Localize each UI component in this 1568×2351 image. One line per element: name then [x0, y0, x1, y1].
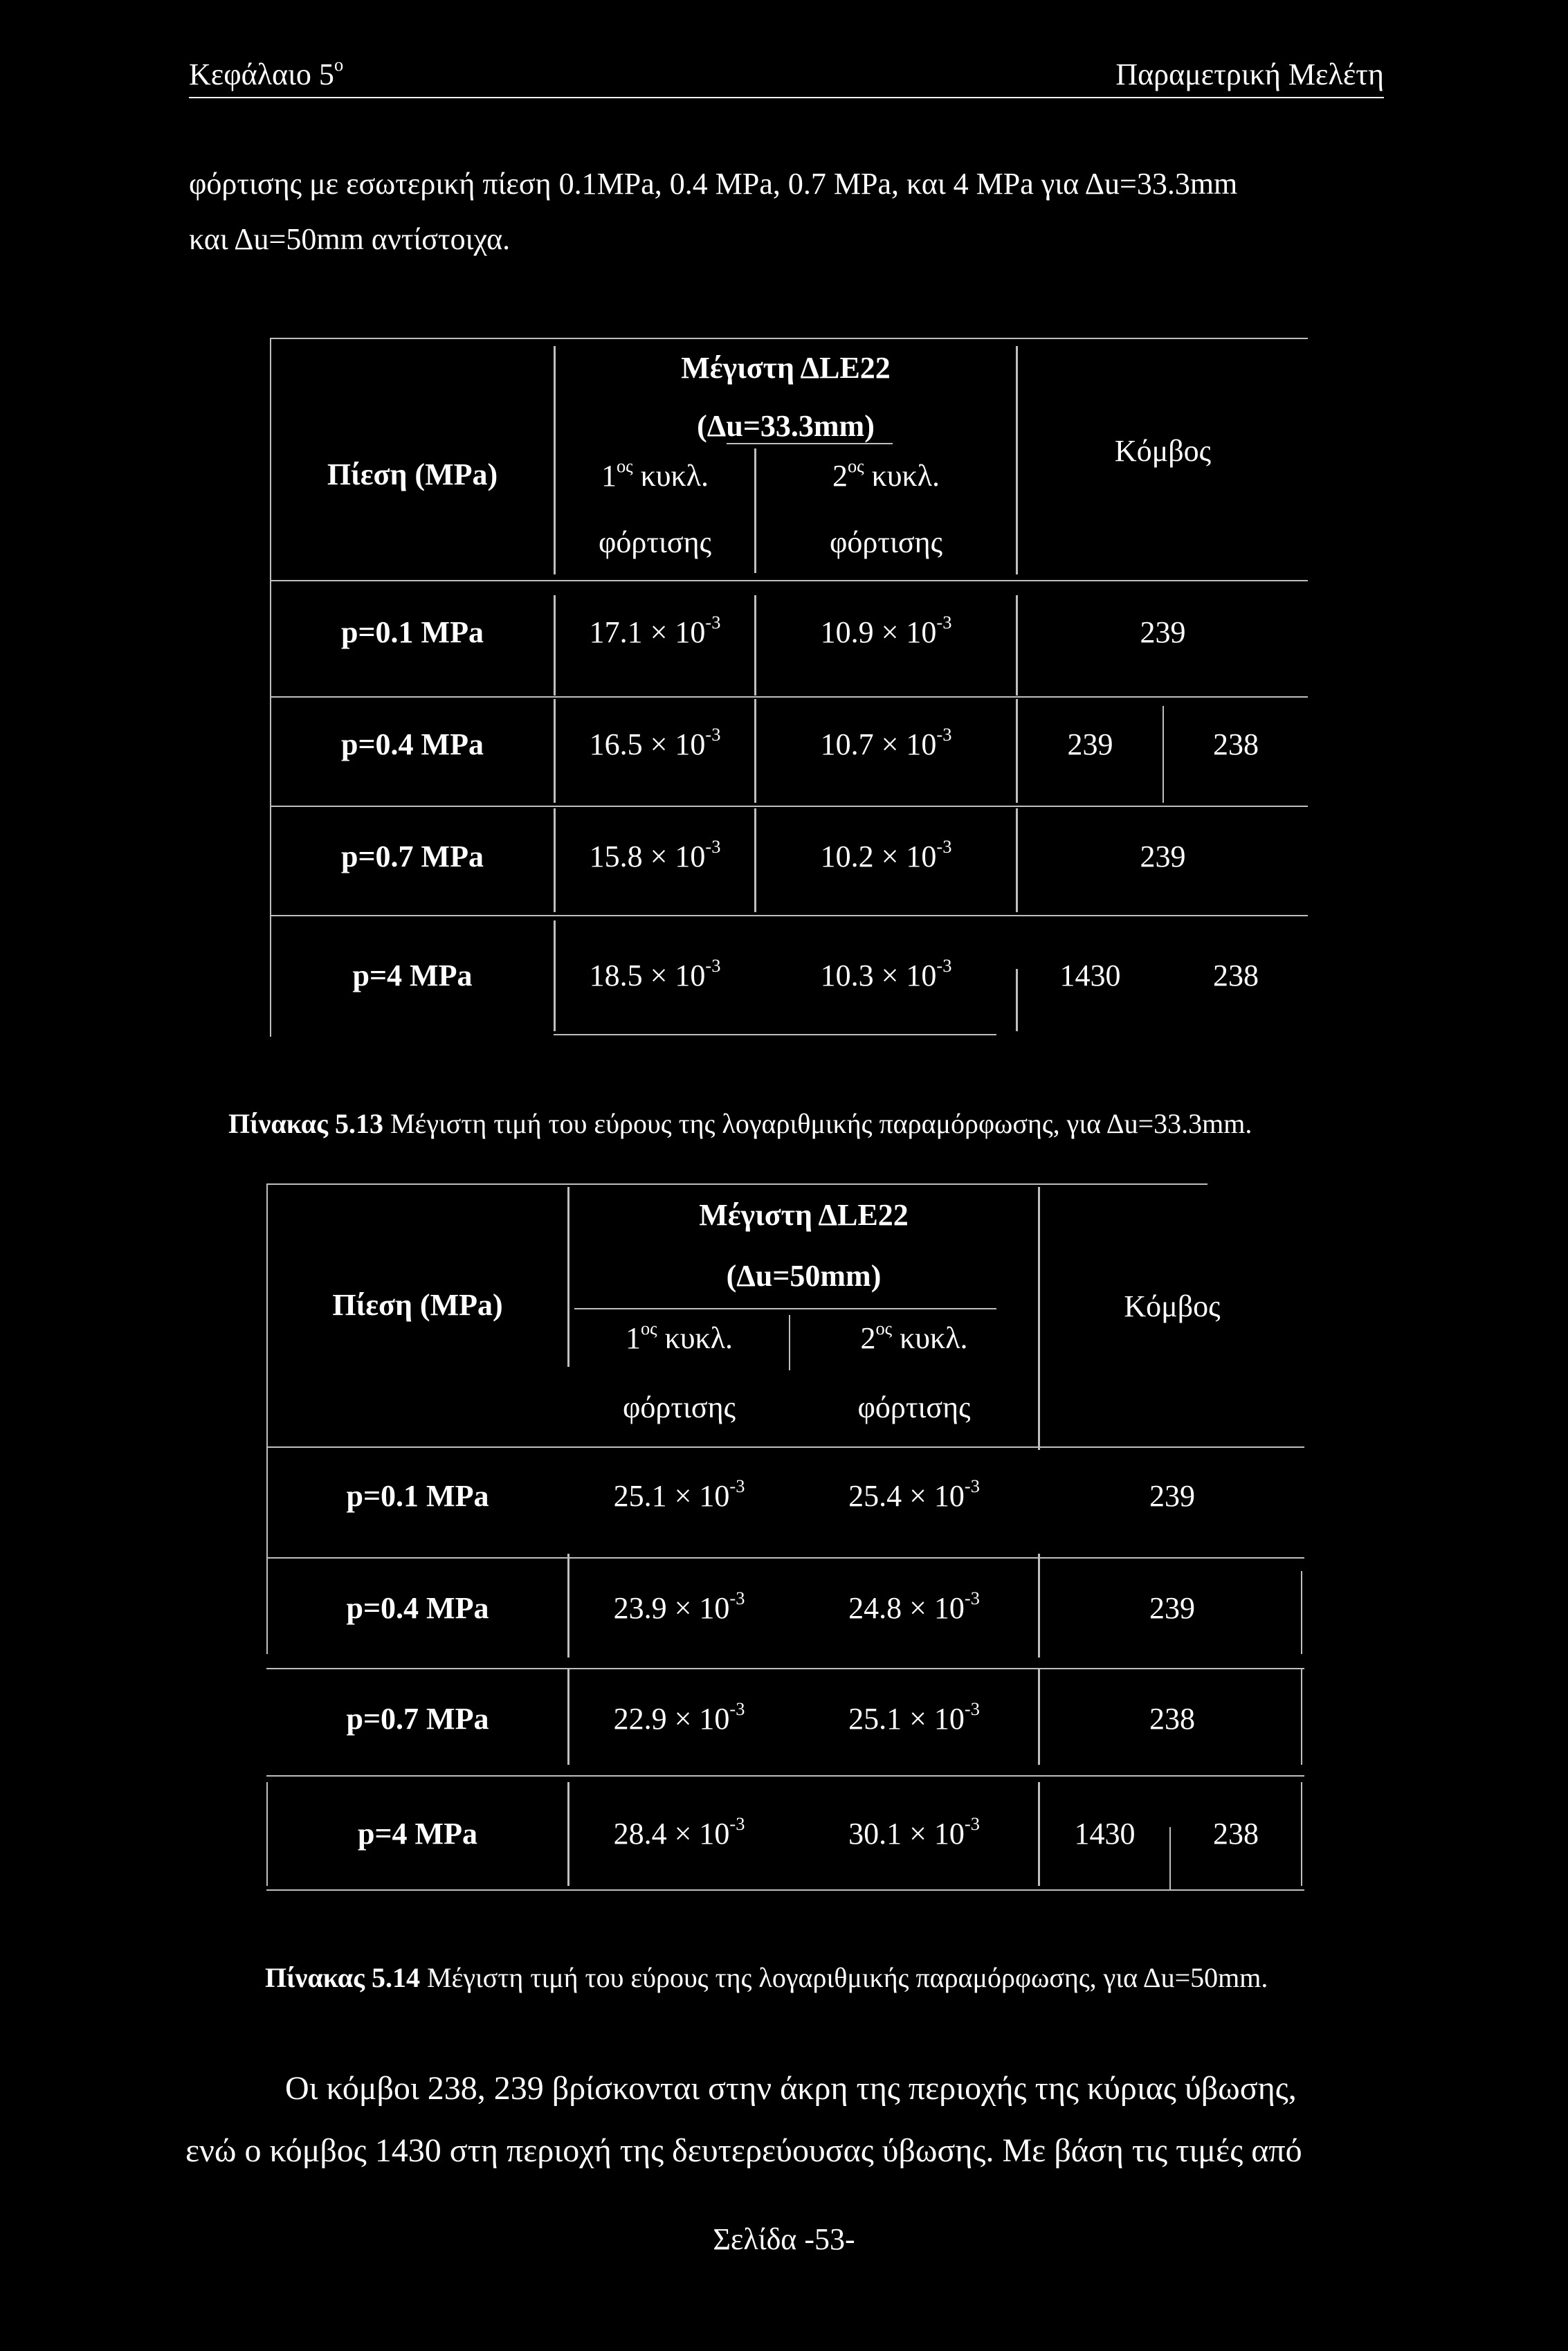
t1-col-du: (Δu=33.3mm)	[697, 409, 875, 443]
t1-sub1-line2: φόρτισης	[598, 525, 712, 559]
caption-table-5-14: Πίνακας 5.14 Μέγιστη τιμή του εύρους της λογαριθμικής παραμόρφωσης, για Δu=50mm.	[265, 1962, 1268, 1993]
t1-r3-v2: $10.2 \times 10^{-3}$	[820, 836, 952, 873]
t1-r4-node2: 238	[1213, 959, 1259, 992]
t2-r1-v2: $25.4 \times 10^{-3}$	[848, 1476, 980, 1513]
t2-r1-pressure: p=0.1 MPa	[346, 1479, 489, 1513]
t1-r4-pressure: p=4 MPa	[352, 959, 473, 992]
t2-col-node: Κόμβος	[1124, 1289, 1221, 1323]
t2-sub2-line2: φόρτισης	[857, 1390, 971, 1424]
header-rule	[189, 97, 1384, 98]
t2-r2-pressure: p=0.4 MPa	[346, 1591, 489, 1625]
t1-sub1-line1: $1^{o\varsigma}$ κυκλ.	[601, 455, 709, 493]
t1-col-pressure: Πίεση (MPa)	[327, 457, 498, 491]
t2-r4-v1: $28.4 \times 10^{-3}$	[613, 1813, 745, 1851]
t2-r4-node2: 238	[1213, 1817, 1259, 1851]
t1-r1-v2: $10.9 \times 10^{-3}$	[820, 612, 952, 649]
t2-r2-v2: $24.8 \times 10^{-3}$	[848, 1588, 980, 1625]
t1-r2-node2: 238	[1213, 727, 1259, 761]
t1-r3-node: 239	[1140, 839, 1186, 873]
body-line-1: Οι κόμβοι 238, 239 βρίσκονται στην άκρη της περιοχής της κύριας ύβωσης,	[285, 2070, 1297, 2107]
t2-r2-node: 239	[1149, 1591, 1195, 1625]
t1-r4-node1: 1430	[1059, 959, 1121, 992]
t2-r3-v2: $25.1 \times 10^{-3}$	[848, 1698, 980, 1736]
t1-r1-node: 239	[1140, 615, 1186, 649]
t2-r3-pressure: p=0.7 MPa	[346, 1702, 489, 1736]
t1-r2-v2: $10.7 \times 10^{-3}$	[820, 724, 952, 761]
t2-r4-node1: 1430	[1074, 1817, 1136, 1851]
t2-r1-node: 239	[1149, 1479, 1195, 1513]
t2-r3-v1: $22.9 \times 10^{-3}$	[613, 1698, 745, 1736]
page-number: Σελίδα -53-	[713, 2222, 855, 2256]
t2-r3-node: 238	[1149, 1702, 1195, 1736]
t1-r4-v2: $10.3 \times 10^{-3}$	[820, 955, 952, 992]
t2-r2-v1: $23.9 \times 10^{-3}$	[613, 1588, 745, 1625]
t1-sub2-line2: φόρτισης	[829, 525, 943, 559]
intro-line-1: φόρτισης με εσωτερική πίεση 0.1MPa, 0.4 MPa, 0.7 MPa, και 4 MPa για Δu=33.3mm	[189, 167, 1238, 201]
t1-r2-node1: 239	[1067, 727, 1113, 761]
caption-table-5-13: Πίνακας 5.13 Μέγιστη τιμή του εύρους της λογαριθμικής παραμόρφωσης, για Δu=33.3mm.	[228, 1108, 1252, 1139]
t2-col-max: Μέγιστη ΔLE22	[699, 1198, 909, 1232]
t2-sub2-line1: $2^{o\varsigma}$ κυκλ.	[860, 1318, 968, 1355]
t1-r3-v1: $15.8 \times 10^{-3}$	[589, 836, 721, 873]
intro-line-2: και Δu=50mm αντίστοιχα.	[189, 222, 511, 256]
t1-r3-pressure: p=0.7 MPa	[341, 839, 484, 873]
t1-r1-pressure: p=0.1 MPa	[341, 615, 484, 649]
body-line-2: ενώ ο κόμβος 1430 στη περιοχή της δευτερεύουσας ύβωσης. Με βάση τις τιμές από	[185, 2132, 1302, 2169]
chapter-header: Κεφάλαιο $5^o$	[189, 54, 344, 91]
t1-col-node: Κόμβος	[1114, 434, 1212, 468]
t2-sub1-line1: $1^{o\varsigma}$ κυκλ.	[625, 1318, 733, 1355]
t2-r4-v2: $30.1 \times 10^{-3}$	[848, 1813, 980, 1851]
t2-col-du: (Δu=50mm)	[726, 1259, 882, 1293]
t1-r4-v1: $18.5 \times 10^{-3}$	[589, 955, 721, 992]
t1-r2-pressure: p=0.4 MPa	[341, 727, 484, 761]
t1-col-max: Μέγιστη ΔLE22	[681, 351, 891, 385]
t1-r2-v1: $16.5 \times 10^{-3}$	[589, 724, 721, 761]
t2-col-pressure: Πίεση (MPa)	[332, 1288, 503, 1322]
t2-r4-pressure: p=4 MPa	[358, 1817, 477, 1851]
t1-r1-v1: $17.1 \times 10^{-3}$	[589, 612, 721, 649]
section-header: Παραμετρική Μελέτη	[1115, 57, 1384, 91]
t2-sub1-line2: φόρτισης	[622, 1390, 736, 1424]
t2-r1-v1: $25.1 \times 10^{-3}$	[613, 1476, 745, 1513]
t1-sub2-line1: $2^{o\varsigma}$ κυκλ.	[832, 455, 940, 493]
